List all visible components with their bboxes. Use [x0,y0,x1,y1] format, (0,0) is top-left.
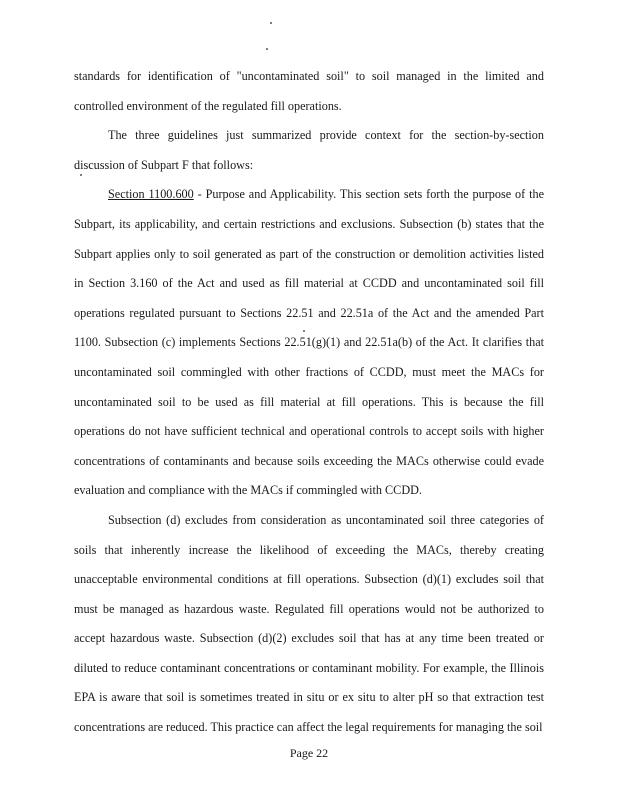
body-text [74,62,544,743]
paragraph-4 [74,506,544,743]
paragraph-3 [74,180,544,506]
paragraph-2 [74,121,544,180]
page-number: Page 22 [289,746,329,760]
paragraph-1-text: standards for identification of "uncontaminated soil" to soil managed in the limited and controlled environment of the regulated fill operations. [74,69,544,113]
paragraph-2-text: The three guidelines just summarized provide context for the section-by-section discussion of Subpart F that follows: [74,128,544,172]
paragraph-3-text: - Purpose and Applicability. This section sets forth the purpose of the Subpart, its applicability, and certain restrictions and exclusions. Subsection (b) states that the Subpart applies only to soil generated as part of the construction or demolition activities listed in Section 3.160 of the Act and used as fill material at CCDD and uncontaminated soil fill operations regulated pursuant to Sections 22.51 and 22.51a of the Act and the amended Part 1100. Subsection (c) implements Sections 22.51(g)(1) and 22.51a(b) of the Act. It clarifies that uncontaminated soil commingled with other fractions of CCDD, must meet the MACs for uncontaminated soil to be used as fill material at fill operations. This is because the fill operations do not have sufficient technical and operational controls to accept soils with higher concentrations of contaminants and because soils exceeding the MACs otherwise could evade evaluation and compliance with the MACs if commingled with CCDD. [74,187,545,498]
scan-speck [266,48,268,50]
paragraph-1 [74,62,544,121]
paragraph-4-text: Subsection (d) excludes from consideration as uncontaminated soil three categories of soils that inherently increase the likelihood of exceeding the MACs, thereby creating unacceptable environmental conditions at fill operations. Subsection (d)(1) excludes soil that must be managed as hazardous waste. Regulated fill operations would not be authorized to accept hazardous waste. Subsection (d)(2) excludes soil that has at any time been treated or diluted to reduce contaminant concentrations or contaminant mobility. For example, the Illinois EPA is aware that soil is sometimes treated in situ or ex situ to alter pH so that extraction test concentrations are reduced. This practice can affect the legal requirements for managing the soil [74,512,544,735]
section-heading-1100-600: Section 1100.600 [108,187,194,202]
scan-speck [270,22,272,24]
